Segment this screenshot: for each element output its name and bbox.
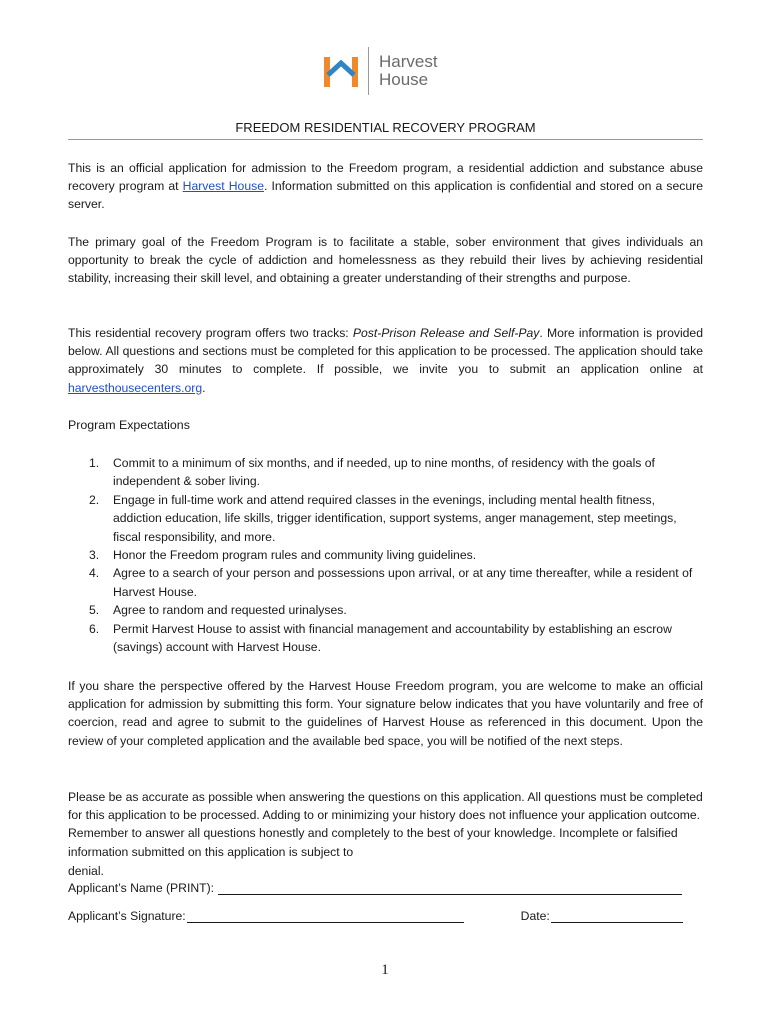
list-item bbox=[68, 620, 703, 657]
list-number: 6. bbox=[89, 621, 100, 636]
tracks-text-end: . bbox=[202, 380, 206, 395]
logo-line-2: House bbox=[379, 70, 429, 89]
applicant-signature-field[interactable] bbox=[187, 909, 464, 923]
list-text: Permit Harvest House to assist with financial management and accountability by establishing an escrow (savings) account with Harvest House. bbox=[113, 621, 672, 655]
list-text: Honor the Freedom program rules and community living guidelines. bbox=[113, 548, 477, 563]
signature-row bbox=[68, 909, 683, 923]
logo-divider bbox=[368, 47, 369, 95]
share-paragraph: If you share the perspective offered by the Harvest House Freedom program, you are welcome to make an official application for admission by submitting this form. Your signature below indicates that you have voluntarily and free of coercion, read and agree to submit to the guidelines of Harvest House as referenced in this document. Upon the review of your completed application and the available bed space, you will be notified of the next steps. bbox=[68, 679, 703, 748]
list-number: 5. bbox=[89, 603, 100, 618]
list-item bbox=[68, 601, 703, 619]
tracks-paragraph bbox=[68, 324, 703, 397]
list-item bbox=[68, 564, 703, 601]
list-text: Commit to a minimum of six months, and if needed, up to nine months, of residency with the goals of independent & sober living. bbox=[113, 456, 655, 489]
date-field[interactable] bbox=[551, 909, 683, 923]
tracks-text-mid: . More information is provided below. All questions and sections must be completed for this application to be processed. The application should take approximately 30 minutes to complete. If possible, we invite you to submit an application online at bbox=[68, 326, 703, 377]
applicant-signature-label: Applicant’s Signature: bbox=[68, 909, 186, 923]
logo-text bbox=[379, 53, 438, 89]
denial-text: denial. bbox=[68, 864, 104, 878]
page-number: 1 bbox=[381, 962, 389, 978]
expectations-list bbox=[68, 454, 703, 656]
date-label: Date: bbox=[520, 909, 550, 923]
intro-text-start: This is an official application for admission to the Freedom program, a residential addiction and substance abuse recovery program at bbox=[68, 161, 703, 194]
list-number: 4. bbox=[89, 566, 100, 581]
list-number: 1. bbox=[89, 456, 100, 470]
page-title: FREEDOM RESIDENTIAL RECOVERY PROGRAM bbox=[68, 120, 703, 140]
intro-text-end: . Information submitted on this application is confidential and stored on a secure server. bbox=[68, 179, 703, 212]
list-item bbox=[68, 454, 703, 491]
tracks-text-start: This residential recovery program offers two tracks: bbox=[68, 326, 353, 340]
expectations-heading: Program Expectations bbox=[68, 418, 190, 432]
list-text: Agree to random and requested urinalyses. bbox=[113, 603, 347, 618]
harvest-house-link[interactable]: Harvest House bbox=[182, 179, 264, 194]
house-h-icon bbox=[322, 53, 360, 89]
intro-paragraph bbox=[68, 159, 703, 214]
website-link[interactable]: harvesthousecenters.org bbox=[68, 380, 203, 395]
accuracy-paragraph: Please be as accurate as possible when answering the questions on this application. All questions must be completed for this application to be processed. Adding to or minimizing your history does not influence your application outcome. Remember to answer all questions honestly and completely to the best of your knowledge. Incomplete or falsified information submitted on this application is subject to bbox=[68, 790, 703, 859]
tracks-names: Post-Prison Release and Self-Pay bbox=[352, 326, 540, 340]
list-item bbox=[68, 546, 703, 564]
list-text: Engage in full-time work and attend required classes in the evenings, including mental health fitness, addiction education, life skills, trigger identification, support systems, anger management, step meetings, fiscal responsibility, and more. bbox=[113, 492, 677, 544]
applicant-name-field[interactable] bbox=[218, 881, 682, 895]
list-text: Agree to a search of your person and possessions upon arrival, or at any time thereafter, while a resident of Harvest House. bbox=[113, 566, 693, 599]
list-number: 2. bbox=[89, 492, 100, 507]
applicant-name-row bbox=[68, 881, 682, 895]
goal-paragraph: The primary goal of the Freedom Program is to facilitate a stable, sober environment that gives individuals an opportunity to break the cycle of addiction and homelessness as they rebuild their lives by achieving residential stability, increasing their skill level, and obtaining a greater understanding of their strengths and purpose. bbox=[68, 235, 703, 286]
list-item bbox=[68, 491, 703, 546]
logo-line-1: Harvest bbox=[379, 52, 438, 71]
harvest-house-logo bbox=[322, 46, 438, 96]
applicant-name-label: Applicant’s Name (PRINT): bbox=[68, 881, 215, 895]
list-number: 3. bbox=[89, 548, 100, 563]
